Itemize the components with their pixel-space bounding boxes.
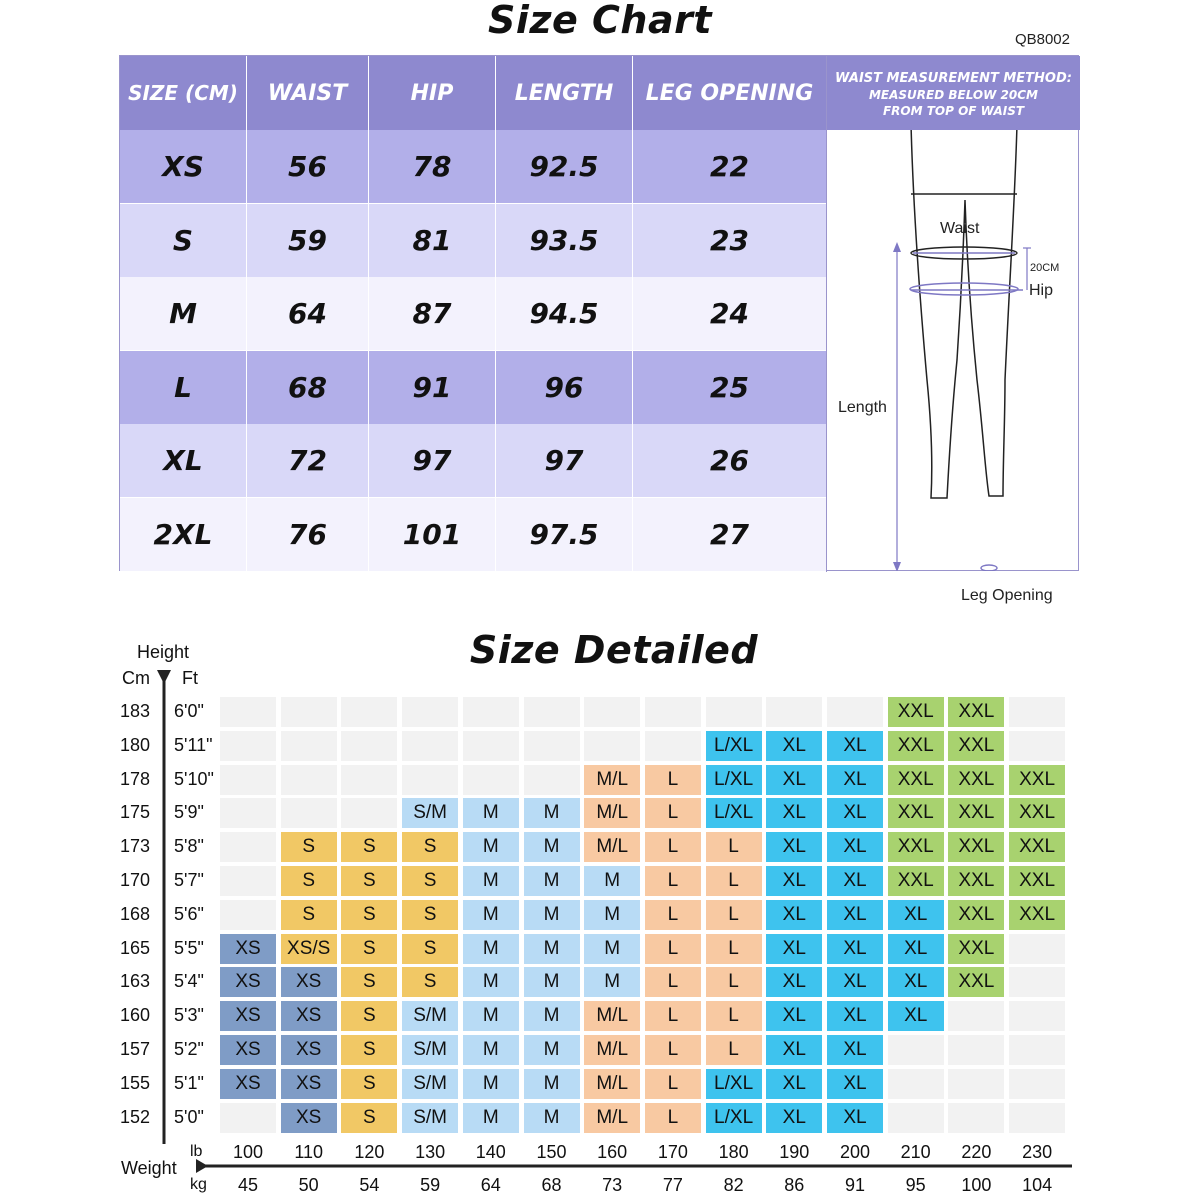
size-cell: S	[402, 934, 458, 964]
size-cell: L	[706, 1001, 762, 1031]
size-cell: S/M	[402, 1103, 458, 1133]
weight-lb-label: 170	[657, 1142, 688, 1162]
size-cell: L	[645, 1103, 701, 1133]
size-cell: XL	[827, 1001, 883, 1031]
size-cell: M	[524, 1069, 580, 1099]
size-cell	[463, 697, 519, 727]
method-line-2: MEASURED BELOW 20CM	[868, 88, 1038, 102]
size-cell: S	[341, 1001, 397, 1031]
size-cell	[220, 900, 276, 930]
size-cell	[645, 731, 701, 761]
size-cell: XXL	[948, 731, 1004, 761]
size-cell	[1009, 697, 1065, 727]
size-cell: XL	[766, 900, 822, 930]
weight-axis-label: Weight	[121, 1158, 177, 1178]
weight-kg-label: 68	[541, 1175, 562, 1195]
size-cell: S	[402, 900, 458, 930]
size-cell	[402, 765, 458, 795]
size-cell: XS	[281, 1035, 337, 1065]
cell-size: XL	[163, 444, 203, 477]
size-cell: L	[645, 832, 701, 862]
size-cell: S	[281, 866, 337, 896]
size-cell: L	[645, 798, 701, 828]
size-chart-title: Size Chart	[487, 0, 712, 42]
method-line-3: FROM TOP OF WAIST	[882, 104, 1025, 118]
weight-kg-label: 91	[844, 1175, 866, 1195]
header-leg-opening: LEG OPENING	[633, 56, 826, 130]
size-cell: XS	[281, 1069, 337, 1099]
size-cell: L	[706, 832, 762, 862]
size-cell: L/XL	[706, 798, 762, 828]
size-cell: M	[524, 1001, 580, 1031]
size-cell	[1009, 1001, 1065, 1031]
weight-lb-label: 210	[900, 1142, 931, 1162]
weight-lb-label: 230	[1022, 1142, 1053, 1162]
size-cell: XL	[827, 900, 883, 930]
size-cell: XS/S	[281, 934, 337, 964]
size-cell: XL	[827, 731, 883, 761]
weight-lb-label: 110	[294, 1142, 324, 1162]
lb-label: lb	[190, 1143, 203, 1160]
height-cm-label: 170	[120, 870, 151, 890]
size-cell: S	[341, 1103, 397, 1133]
size-cell: L	[645, 765, 701, 795]
cell-length: 97	[544, 444, 584, 477]
size-cell: L/XL	[706, 1103, 762, 1133]
height-cm-label: 168	[120, 903, 151, 924]
size-cell: S	[341, 967, 397, 997]
size-cell: M	[463, 866, 519, 896]
size-cell: L	[645, 1001, 701, 1031]
size-cell	[524, 697, 580, 727]
size-cell: XXL	[948, 832, 1004, 862]
size-cell: XS	[220, 934, 276, 964]
cell-leg-opening: 23	[710, 223, 749, 257]
size-cell	[220, 765, 276, 795]
twenty-cm-label: 20CM	[1030, 262, 1060, 274]
height-ft-label: 5'4"	[174, 971, 204, 992]
cell-size: 2XL	[153, 517, 213, 551]
height-ft-label: 5'2"	[174, 1039, 204, 1059]
size-cell: XL	[827, 832, 883, 862]
leg-opening-label: Leg Opening	[961, 587, 1053, 604]
size-cell	[766, 697, 822, 727]
size-cell: M	[524, 832, 580, 862]
height-ft-label: 5'7"	[174, 870, 204, 890]
cell-leg-opening: 27	[710, 517, 749, 551]
weight-kg-label: 77	[662, 1175, 683, 1195]
size-cell: XL	[888, 934, 944, 964]
weight-kg-label: 73	[602, 1175, 623, 1195]
size-cell: XS	[281, 967, 337, 997]
cell-size: M	[169, 297, 197, 330]
kg-label: kg	[190, 1176, 207, 1193]
size-cell	[888, 1069, 944, 1099]
size-cell: L	[706, 967, 762, 997]
size-cell: XXL	[1009, 866, 1065, 896]
weight-lb-label: 120	[354, 1142, 385, 1162]
size-cell: XL	[766, 1035, 822, 1065]
size-cell: L	[706, 866, 762, 896]
size-cell	[341, 697, 397, 727]
size-cell	[341, 731, 397, 761]
size-cell	[1009, 1069, 1065, 1099]
size-cell	[220, 798, 276, 828]
size-cell: M	[524, 1035, 580, 1065]
size-cell: XXL	[1009, 765, 1065, 795]
size-cell: M/L	[584, 1069, 640, 1099]
cell-hip: 81	[412, 223, 452, 257]
size-cell: XXL	[888, 765, 944, 795]
size-cell: XL	[888, 967, 944, 997]
size-cell	[463, 731, 519, 761]
cell-waist: 76	[288, 517, 327, 551]
size-cell: S	[341, 866, 397, 896]
weight-lb-label: 180	[718, 1142, 749, 1162]
size-cell: M	[463, 1069, 519, 1099]
cell-waist: 56	[288, 150, 327, 183]
size-cell: XL	[766, 798, 822, 828]
size-cell: XXL	[1009, 798, 1065, 828]
size-cell: M	[584, 866, 640, 896]
height-cm-label: 163	[120, 971, 151, 992]
header-waist: WAIST	[247, 56, 368, 130]
height-ft-label: 5'8"	[174, 836, 204, 857]
size-cell	[281, 798, 337, 828]
size-cell	[220, 1103, 276, 1133]
size-cell	[948, 1103, 1004, 1133]
weight-kg-label: 100	[961, 1175, 992, 1195]
size-cell: S/M	[402, 798, 458, 828]
size-cell: L	[645, 1035, 701, 1065]
cell-length: 96	[544, 370, 584, 404]
size-cell: S	[281, 900, 337, 930]
height-ft-label: 5'9"	[174, 802, 204, 823]
size-cell: XXL	[888, 798, 944, 828]
height-axis-label: Height	[137, 642, 190, 662]
size-cell: L/XL	[706, 765, 762, 795]
size-cell	[948, 1001, 1004, 1031]
weight-lb-label: 190	[779, 1142, 810, 1162]
size-cell: XL	[827, 798, 883, 828]
length-label: Length	[838, 399, 887, 416]
size-cell: XXL	[888, 832, 944, 862]
size-cell	[1009, 1035, 1065, 1065]
hip-label: Hip	[1029, 282, 1054, 299]
size-cell: L	[706, 1035, 762, 1065]
size-cell: L	[645, 1069, 701, 1099]
size-cell: XL	[827, 967, 883, 997]
size-cell: XXL	[948, 798, 1004, 828]
size-cell: XL	[766, 1001, 822, 1031]
cell-hip: 87	[412, 297, 452, 330]
size-cell: S	[341, 1035, 397, 1065]
weight-kg-label: 104	[1022, 1175, 1053, 1195]
size-cell: M	[524, 967, 580, 997]
size-cell: XXL	[888, 697, 944, 727]
header-size: SIZE (CM)	[120, 56, 246, 130]
weight-lb-label: 220	[961, 1142, 992, 1162]
cell-length: 92.5	[529, 150, 599, 183]
size-cell: XL	[827, 1069, 883, 1099]
method-title: WAIST MEASUREMENT METHOD:	[835, 71, 1072, 86]
size-cell	[463, 765, 519, 795]
size-cell: L/XL	[706, 731, 762, 761]
cell-hip: 78	[412, 150, 452, 183]
size-cell: S/M	[402, 1001, 458, 1031]
size-cell: M	[463, 1001, 519, 1031]
weight-lb-label: 200	[839, 1142, 871, 1162]
cell-length: 97.5	[529, 517, 599, 551]
size-cell: L	[706, 934, 762, 964]
size-cell	[281, 731, 337, 761]
cell-hip: 101	[402, 517, 462, 551]
size-cell: M	[584, 934, 640, 964]
size-cell: S/M	[402, 1069, 458, 1099]
waist-label: Waist	[940, 220, 980, 237]
size-cell: M/L	[584, 1035, 640, 1065]
size-cell: M	[463, 967, 519, 997]
height-cm-label: 178	[120, 768, 151, 789]
size-cell	[220, 731, 276, 761]
size-cell: M	[584, 900, 640, 930]
size-cell: XS	[281, 1103, 337, 1133]
size-cell: XL	[766, 967, 822, 997]
size-cell: M	[524, 900, 580, 930]
ft-label: Ft	[182, 668, 198, 688]
weight-lb-label: 140	[475, 1142, 506, 1162]
size-cell	[1009, 1103, 1065, 1133]
size-cell: XL	[827, 934, 883, 964]
size-cell: XXL	[948, 900, 1004, 930]
cell-waist: 68	[288, 370, 327, 404]
size-cell: M/L	[584, 832, 640, 862]
cell-size: L	[174, 370, 192, 404]
size-cell	[584, 731, 640, 761]
size-cell: XL	[827, 1103, 883, 1133]
size-cell: XXL	[948, 934, 1004, 964]
cell-size: S	[172, 223, 194, 257]
size-cell: S/M	[402, 1035, 458, 1065]
weight-kg-label: 86	[784, 1175, 805, 1195]
height-cm-label: 165	[120, 937, 151, 958]
size-cell: L	[645, 900, 701, 930]
size-cell: XXL	[948, 697, 1004, 727]
size-cell: M	[584, 967, 640, 997]
size-cell	[645, 697, 701, 727]
size-cell: M	[463, 798, 519, 828]
size-cell: L	[645, 967, 701, 997]
size-cell: S	[402, 832, 458, 862]
height-cm-label: 175	[120, 802, 151, 823]
size-cell: XL	[888, 1001, 944, 1031]
header-length: LENGTH	[496, 56, 632, 130]
size-cell	[220, 832, 276, 862]
size-cell: XXL	[948, 765, 1004, 795]
size-cell: M	[463, 1035, 519, 1065]
size-cell: XS	[220, 1001, 276, 1031]
size-cell	[584, 697, 640, 727]
size-cell: S	[402, 866, 458, 896]
weight-kg-label: 50	[298, 1175, 319, 1195]
size-cell	[281, 697, 337, 727]
size-cell: XL	[766, 765, 822, 795]
cell-hip: 91	[412, 370, 452, 404]
cell-length: 93.5	[529, 223, 599, 257]
weight-lb-label: 100	[232, 1142, 264, 1162]
cell-waist: 64	[288, 297, 327, 330]
size-cell: M	[463, 900, 519, 930]
size-cell: XL	[888, 900, 944, 930]
weight-lb-label: 160	[597, 1142, 628, 1162]
size-cell: S	[341, 900, 397, 930]
size-cell	[1009, 934, 1065, 964]
size-cell: XXL	[948, 967, 1004, 997]
size-cell	[402, 697, 458, 727]
size-cell: L	[645, 934, 701, 964]
size-cell: S	[341, 934, 397, 964]
header-hip: HIP	[369, 56, 495, 130]
size-cell: M	[524, 866, 580, 896]
size-cell	[524, 731, 580, 761]
size-cell	[524, 765, 580, 795]
size-cell: XL	[766, 1103, 822, 1133]
height-ft-label: 5'5"	[174, 937, 204, 958]
height-cm-label: 180	[120, 734, 151, 755]
height-cm-label: 157	[120, 1039, 151, 1059]
weight-kg-label: 64	[480, 1175, 501, 1195]
size-cell: XL	[766, 832, 822, 862]
cell-leg-opening: 26	[710, 444, 749, 477]
size-cell	[706, 697, 762, 727]
height-ft-label: 6'0"	[174, 701, 204, 721]
weight-kg-label: 45	[237, 1175, 259, 1195]
cell-waist: 59	[288, 223, 327, 257]
size-cell	[888, 1035, 944, 1065]
size-cell: M/L	[584, 765, 640, 795]
size-cell: S	[341, 832, 397, 862]
size-cell: L	[706, 900, 762, 930]
height-cm-label: 155	[120, 1072, 151, 1093]
weight-kg-label: 82	[723, 1175, 744, 1195]
size-cell: M/L	[584, 1103, 640, 1133]
size-cell: XL	[827, 765, 883, 795]
size-cell	[827, 697, 883, 727]
size-cell: XL	[766, 1069, 822, 1099]
size-cell	[220, 697, 276, 727]
size-cell	[1009, 967, 1065, 997]
cell-hip: 97	[412, 444, 452, 477]
cell-leg-opening: 22	[710, 150, 749, 183]
cm-label: Cm	[122, 668, 150, 688]
height-ft-label: 5'0"	[174, 1106, 204, 1127]
height-cm-label: 183	[120, 701, 151, 721]
height-cm-label: 173	[120, 836, 151, 857]
height-ft-label: 5'10"	[174, 768, 214, 789]
size-cell: XXL	[888, 731, 944, 761]
cell-length: 94.5	[529, 297, 599, 330]
size-cell: M	[463, 934, 519, 964]
size-cell: M/L	[584, 798, 640, 828]
size-cell: S	[341, 1069, 397, 1099]
size-cell: XS	[281, 1001, 337, 1031]
size-cell: XXL	[1009, 900, 1065, 930]
cell-waist: 72	[288, 444, 327, 477]
size-cell	[948, 1069, 1004, 1099]
size-cell: M	[463, 832, 519, 862]
size-cell: XL	[766, 866, 822, 896]
size-cell	[341, 798, 397, 828]
size-cell: XS	[220, 967, 276, 997]
size-cell: XL	[827, 1035, 883, 1065]
cell-leg-opening: 24	[710, 297, 749, 330]
weight-kg-label: 95	[905, 1175, 926, 1195]
weight-lb-label: 150	[536, 1142, 567, 1162]
height-ft-label: 5'6"	[174, 903, 204, 924]
weight-kg-label: 59	[420, 1175, 441, 1195]
size-cell: M/L	[584, 1001, 640, 1031]
size-cell	[948, 1035, 1004, 1065]
size-cell: XXL	[1009, 832, 1065, 862]
weight-lb-label: 130	[415, 1142, 446, 1162]
size-cell: M	[524, 934, 580, 964]
size-cell: XXL	[888, 866, 944, 896]
size-cell	[281, 765, 337, 795]
size-cell: L/XL	[706, 1069, 762, 1099]
size-cell	[1009, 731, 1065, 761]
size-cell: XL	[827, 866, 883, 896]
height-ft-label: 5'11"	[174, 734, 213, 755]
weight-kg-label: 54	[359, 1175, 380, 1195]
size-cell: XL	[766, 731, 822, 761]
size-cell: M	[463, 1103, 519, 1133]
model-code: QB8002	[1014, 31, 1070, 48]
size-cell: M	[524, 1103, 580, 1133]
size-cell: XXL	[948, 866, 1004, 896]
size-cell: M	[524, 798, 580, 828]
size-cell	[888, 1103, 944, 1133]
size-cell	[402, 731, 458, 761]
size-cell	[220, 866, 276, 896]
size-cell: XS	[220, 1069, 276, 1099]
size-cell: XL	[766, 934, 822, 964]
size-cell: L	[645, 866, 701, 896]
height-ft-label: 5'1"	[174, 1072, 204, 1093]
cell-leg-opening: 25	[710, 370, 749, 404]
size-detailed-title: Size Detailed	[469, 628, 759, 672]
height-ft-label: 5'3"	[174, 1005, 204, 1026]
size-cell: XS	[220, 1035, 276, 1065]
size-cell	[341, 765, 397, 795]
height-cm-label: 160	[120, 1005, 151, 1026]
height-cm-label: 152	[120, 1106, 151, 1127]
cell-size: XS	[162, 150, 204, 183]
size-cell: S	[402, 967, 458, 997]
size-cell: S	[281, 832, 337, 862]
